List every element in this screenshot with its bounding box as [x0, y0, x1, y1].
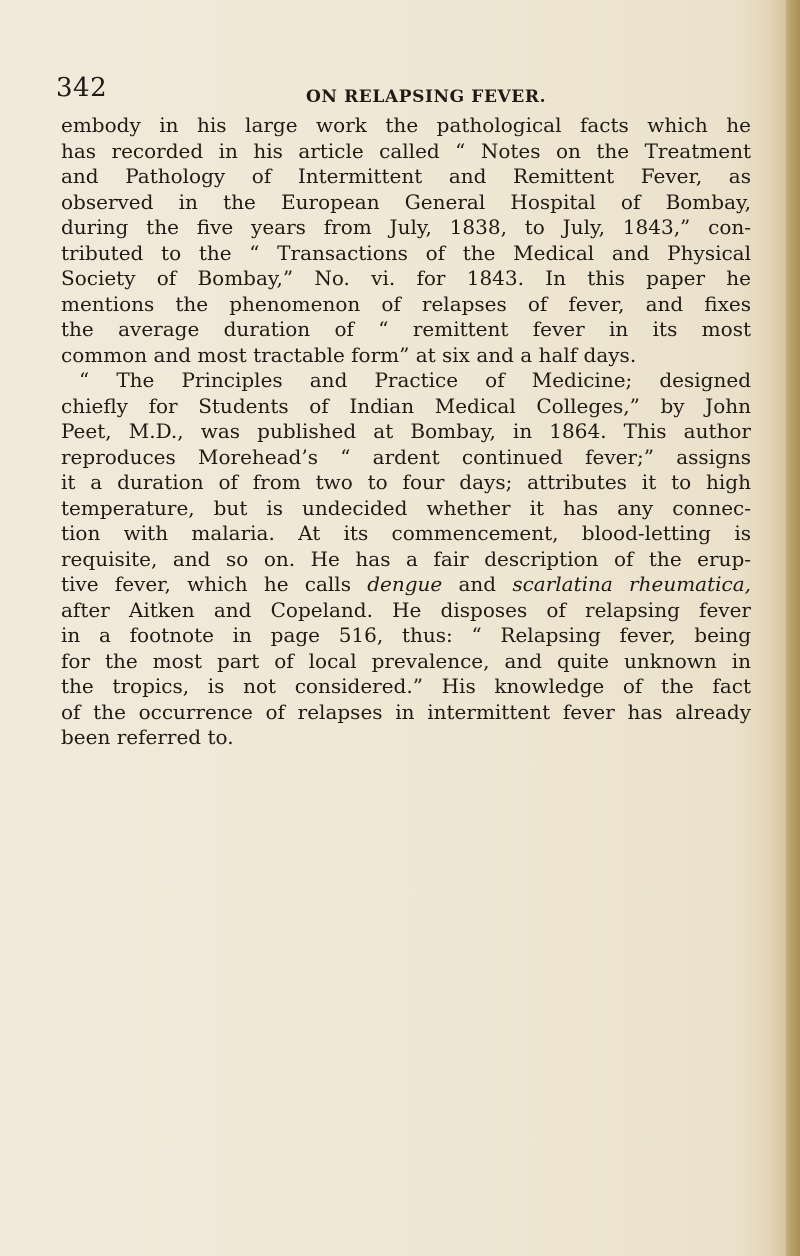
- text-fragment: and: [458, 572, 497, 596]
- text-line: “ The Principles and Practice of Medicine; designed: [79, 368, 751, 392]
- page-number: 342: [56, 73, 108, 103]
- text-line: tion with malaria. At its commencement, blood-letting is: [61, 521, 751, 545]
- text-line: and Pathology of Intermittent and Remittent Fever, as: [61, 164, 751, 188]
- text-line: requisite, and so on. He has a fair description of the erup-: [61, 546, 751, 571]
- text-line: it a duration of from two to four days; attributes it to high: [61, 470, 751, 494]
- text-line-mixed: [61, 572, 751, 598]
- text-line: after Aitken and Copeland. He disposes of relapsing fever: [61, 597, 751, 622]
- text-line: during the five years from July, 1838, to July, 1843,” con-: [61, 215, 751, 239]
- text-line: the average duration of “ remittent fever in its most: [61, 317, 751, 341]
- text-line: of the occurrence of relapses in intermittent fever has already: [61, 699, 751, 724]
- text-line: Society of Bombay,” No. vi. for 1843. In this paper he: [61, 266, 751, 290]
- italic-term: dengue: [367, 572, 443, 596]
- text-line: temperature, but is undecided whether it has any connec-: [61, 495, 751, 520]
- body-text: [61, 113, 751, 751]
- text-line: in a footnote in page 516, thus: “ Relapsing fever, being: [61, 623, 751, 647]
- text-line: been referred to.: [61, 725, 234, 749]
- text-line: embody in his large work the pathological facts which he: [61, 113, 751, 137]
- italic-term: scarlatina rheumatica,: [512, 572, 752, 596]
- running-head: ON RELAPSING FEVER.: [306, 87, 547, 107]
- text-line: common and most tractable form” at six and a half days.: [61, 342, 637, 367]
- text-line: Peet, M.D., was published at Bombay, in 1864. This author: [61, 419, 751, 443]
- text-line: for the most part of local prevalence, and quite unknown in: [61, 648, 751, 673]
- text-line: chiefly for Students of Indian Medical Colleges,” by John: [61, 393, 751, 418]
- text-line: has recorded in his article called “ Notes on the Treatment: [61, 138, 751, 163]
- text-line: the tropics, is not considered.” His knowledge of the fact: [61, 674, 751, 698]
- text-line: observed in the European General Hospital of Bombay,: [61, 189, 751, 214]
- text-line: tributed to the “ Transactions of the Medical and Physical: [61, 240, 751, 265]
- page-edge: [786, 0, 800, 1256]
- text-fragment: tive fever, which he calls: [61, 572, 351, 596]
- text-line: reproduces Morehead’s “ ardent continued fever;” assigns: [61, 444, 751, 469]
- text-line: mentions the phenomenon of relapses of fever, and fixes: [61, 291, 751, 316]
